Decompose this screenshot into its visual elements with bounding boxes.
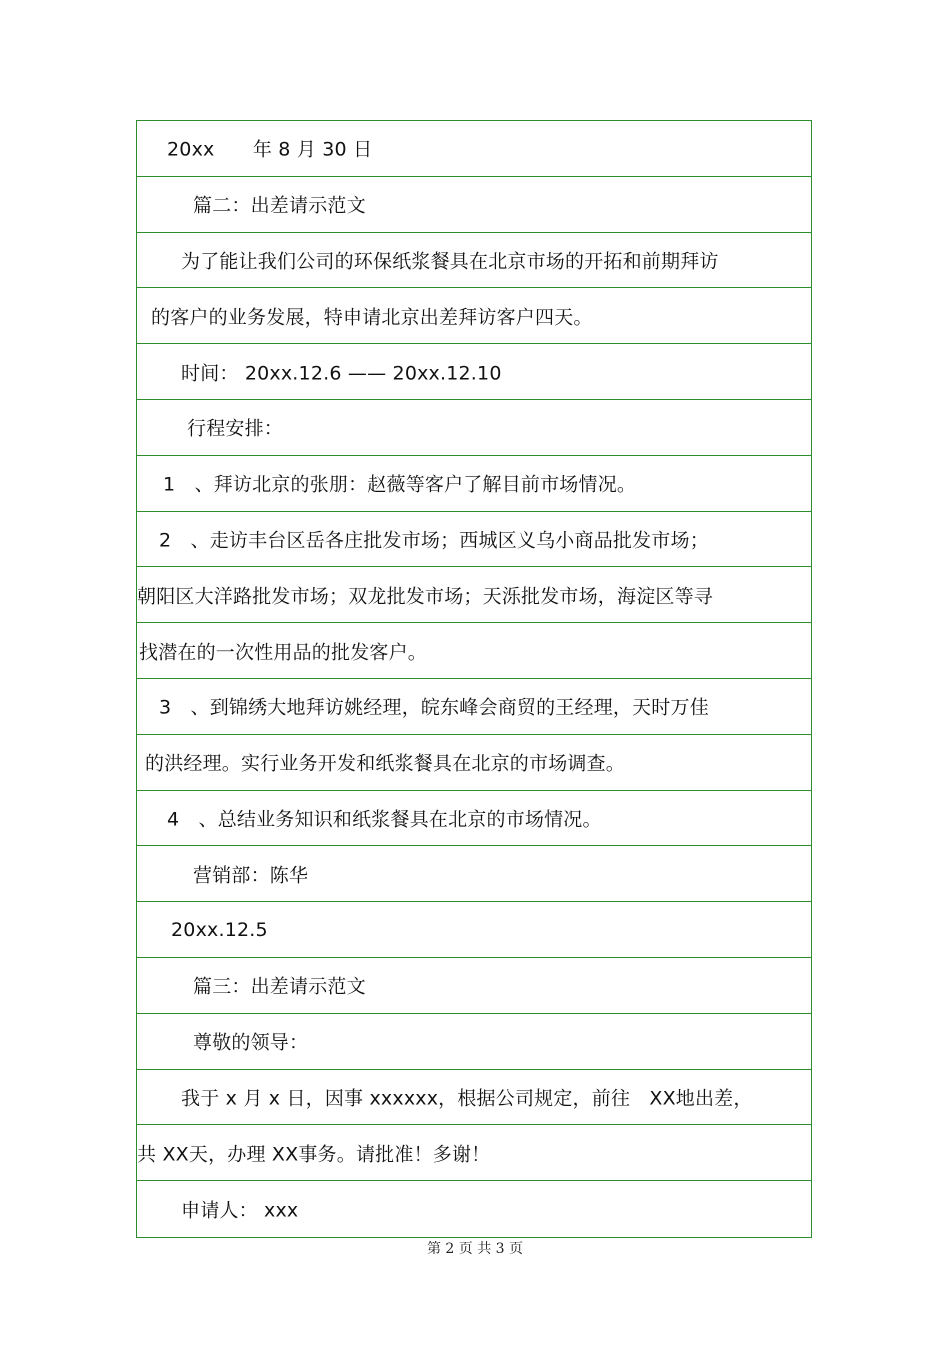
row-text: 2 、走访丰台区岳各庄批发市场；西城区义乌小商品批发市场； (159, 529, 709, 552)
row-text: 的洪经理。实行业务开发和纸浆餐具在北京的市场调查。 (145, 752, 626, 775)
table-row (137, 121, 811, 177)
table-row (137, 512, 811, 568)
table-row (137, 902, 811, 958)
row-text: 的客户的业务发展，特申请北京出差拜访客户四天。 (151, 306, 593, 329)
table-row (137, 679, 811, 735)
table-row (137, 1014, 811, 1070)
row-text: 为了能让我们公司的环保纸浆餐具在北京市场的开拓和前期拜访 (181, 250, 719, 273)
row-text: 1 、拜访北京的张朋：赵薇等客户了解目前市场情况。 (163, 473, 637, 496)
table-row (137, 177, 811, 233)
row-text: 营销部：陈华 (193, 864, 309, 887)
row-text: 朝阳区大洋路批发市场；双龙批发市场；天泺批发市场，海淀区等寻 (137, 585, 714, 608)
row-text: 申请人： xxx (181, 1199, 299, 1222)
table-row (137, 400, 811, 456)
row-text: 尊敬的领导： (193, 1031, 309, 1054)
row-text: 4 、总结业务知识和纸浆餐具在北京的市场情况。 (167, 808, 602, 831)
row-text: 时间： 20xx.12.6 —— 20xx.12.10 (181, 362, 502, 385)
row-text: 20xx.12.5 (171, 918, 268, 941)
table-row (137, 623, 811, 679)
document-table (136, 120, 812, 1238)
table-row (137, 1125, 811, 1181)
table-row (137, 791, 811, 847)
row-text: 找潜在的一次性用品的批发客户。 (139, 641, 428, 664)
table-row (137, 233, 811, 289)
page-footer: 第 2 页 共 3 页 (426, 1241, 524, 1257)
row-text: 3 、到锦绣大地拜访姚经理，皖东峰会商贸的王经理，天时万佳 (159, 696, 709, 719)
row-text: 行程安排： (187, 417, 284, 440)
table-row (137, 567, 811, 623)
table-row (137, 958, 811, 1014)
table-row (137, 1070, 811, 1126)
section-heading: 篇三：出差请示范文 (193, 975, 366, 998)
section-heading: 篇二：出差请示范文 (193, 194, 366, 217)
table-row (137, 735, 811, 791)
table-row (137, 1181, 811, 1237)
row-text: 20xx 年 8 月 30 日 (167, 138, 373, 161)
table-row (137, 456, 811, 512)
row-text: 共 XX天，办理 XX事务。请批准！多谢！ (137, 1143, 491, 1166)
row-text: 我于 x 月 x 日，因事 xxxxxx，根据公司规定，前往 XX地出差， (181, 1087, 753, 1110)
table-row (137, 288, 811, 344)
table-row (137, 846, 811, 902)
table-row (137, 344, 811, 400)
